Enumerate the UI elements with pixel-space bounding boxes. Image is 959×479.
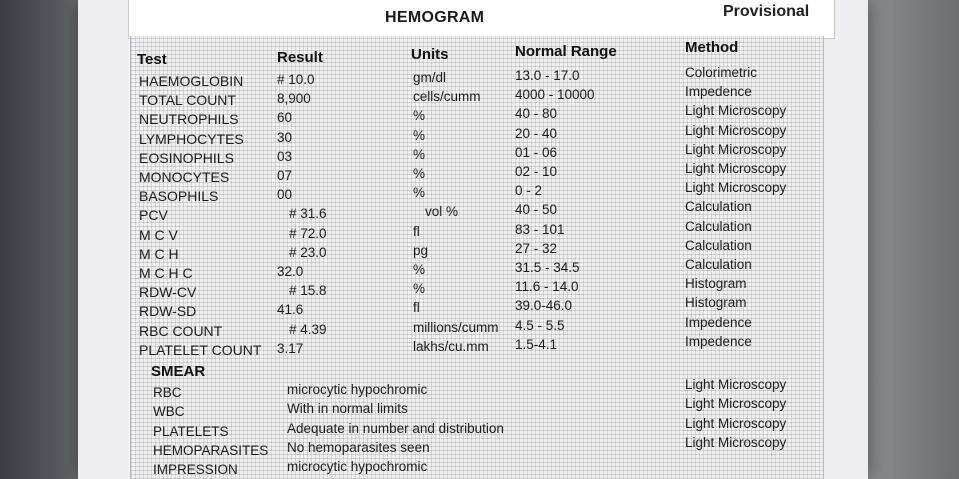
report-title: HEMOGRAM [385,9,485,26]
cell-range: 4000 - 10000 [515,87,595,103]
smear-cell-method: Light Microscopy [685,434,787,450]
cell-method: Calculation [685,237,752,253]
cell-units: lakhs/cu.mm [413,338,489,354]
cell-units: % [413,281,426,297]
cell-range: 39.0-46.0 [515,298,573,314]
results-table [130,36,824,479]
monitor-screen [78,0,868,479]
smear-heading: SMEAR [151,363,206,380]
cell-range: 40 - 50 [515,202,558,218]
cell-units: % [413,185,426,201]
cell-method: Calculation [685,257,752,272]
cell-result: 8,900 [277,91,311,107]
cell-method: Calculation [685,199,752,215]
smear-cell-test: IMPRESSION [153,462,238,478]
smear-cell-result: No hemoparasites seen [287,439,430,455]
cell-result: # 23.0 [289,244,327,260]
cell-method: Colorimetric [685,65,758,80]
cell-method: Light Microscopy [685,103,787,119]
cell-units: fl [413,300,420,316]
cell-result: 07 [277,168,293,183]
cell-range: 1.5-4.1 [515,336,558,352]
smear-cell-result: Adequate in number and distribution [287,420,504,436]
cell-test: RDW-CV [139,284,197,301]
cell-result: 41.6 [277,302,304,318]
cell-range: 27 - 32 [515,240,558,256]
cell-result: 3.17 [277,340,304,356]
cell-units: gm/dl [413,70,447,85]
cell-units: pg [413,242,429,258]
cell-method: Light Microscopy [685,141,787,157]
cell-range: 02 - 10 [515,164,558,179]
smear-cell-result: With in normal limits [287,401,408,417]
smear-cell-result: microcytic hypochromic [287,459,428,475]
cell-units: % [413,146,426,162]
cell-test: PCV [139,207,168,224]
column-header-method: Method [685,39,739,56]
cell-range: 13.0 - 17.0 [515,68,580,83]
cell-result: 03 [277,148,293,164]
cell-units: % [413,127,426,143]
smear-cell-test: WBC [153,404,185,420]
cell-test: TOTAL COUNT [139,92,236,109]
cell-result: # 31.6 [289,206,327,222]
cell-test: M C H C [139,265,193,281]
smear-cell-test: RBC [153,385,182,400]
cell-units: % [413,166,426,181]
cell-test: NEUTROPHILS [139,111,239,128]
cell-range: 31.5 - 34.5 [515,260,580,275]
cell-result: 30 [277,129,293,145]
cell-units: fl [413,223,420,239]
report-status: Provisional [723,3,810,20]
cell-method: Light Microscopy [685,161,787,176]
cell-test: M C H [139,245,179,262]
cell-test: M C V [139,226,178,243]
cell-method: Impedence [685,333,752,349]
smear-cell-method: Light Microscopy [685,415,787,431]
cell-result: # 4.39 [289,321,327,337]
cell-result: # 15.8 [289,283,327,299]
cell-range: 40 - 80 [515,106,558,122]
cell-test: BASOPHILS [139,188,219,205]
cell-test: MONOCYTES [139,169,230,185]
cell-range: 0 - 2 [515,183,543,199]
cell-test: RDW-SD [139,303,197,320]
cell-units: vol % [425,204,459,220]
cell-test: HAEMOGLOBIN [139,73,244,89]
column-header-range: Normal Range [515,43,617,60]
cell-method: Histogram [685,295,747,311]
cell-range: 20 - 40 [515,125,558,141]
smear-cell-test: PLATELETS [153,423,229,439]
cell-range: 4.5 - 5.5 [515,317,565,333]
cell-result: 00 [277,187,293,203]
cell-method: Light Microscopy [685,180,787,196]
cell-range: 11.6 - 14.0 [515,279,579,295]
column-header-test: Test [137,51,167,68]
cell-method: Calculation [685,218,752,234]
cell-test: EOSINOPHILS [139,149,234,166]
column-header-result: Result [277,49,323,66]
cell-result: 32.0 [277,264,304,279]
smear-cell-result: microcytic hypochromic [287,382,428,397]
cell-range: 83 - 101 [515,221,565,237]
cell-method: Light Microscopy [685,122,787,138]
cell-method: Impedence [685,314,752,330]
cell-units: % [413,262,426,277]
cell-test: RBC COUNT [139,322,223,339]
smear-cell-test: HEMOPARASITES [153,442,269,458]
cell-test: PLATELET COUNT [139,341,262,358]
cell-result: # 72.0 [289,225,327,241]
cell-units: cells/cumm [413,89,481,105]
cell-method: Histogram [685,276,747,292]
cell-units: % [413,108,426,124]
column-header-units: Units [411,46,449,63]
smear-cell-method: Light Microscopy [685,396,787,412]
report-header [128,0,835,39]
cell-method: Impedence [685,84,752,100]
cell-range: 01 - 06 [515,144,558,160]
cell-units: millions/cumm [413,319,499,335]
cell-result: # 10.0 [277,72,315,87]
cell-result: 60 [277,110,293,126]
smear-cell-method: Light Microscopy [685,377,787,392]
cell-test: LYMPHOCYTES [139,130,244,147]
